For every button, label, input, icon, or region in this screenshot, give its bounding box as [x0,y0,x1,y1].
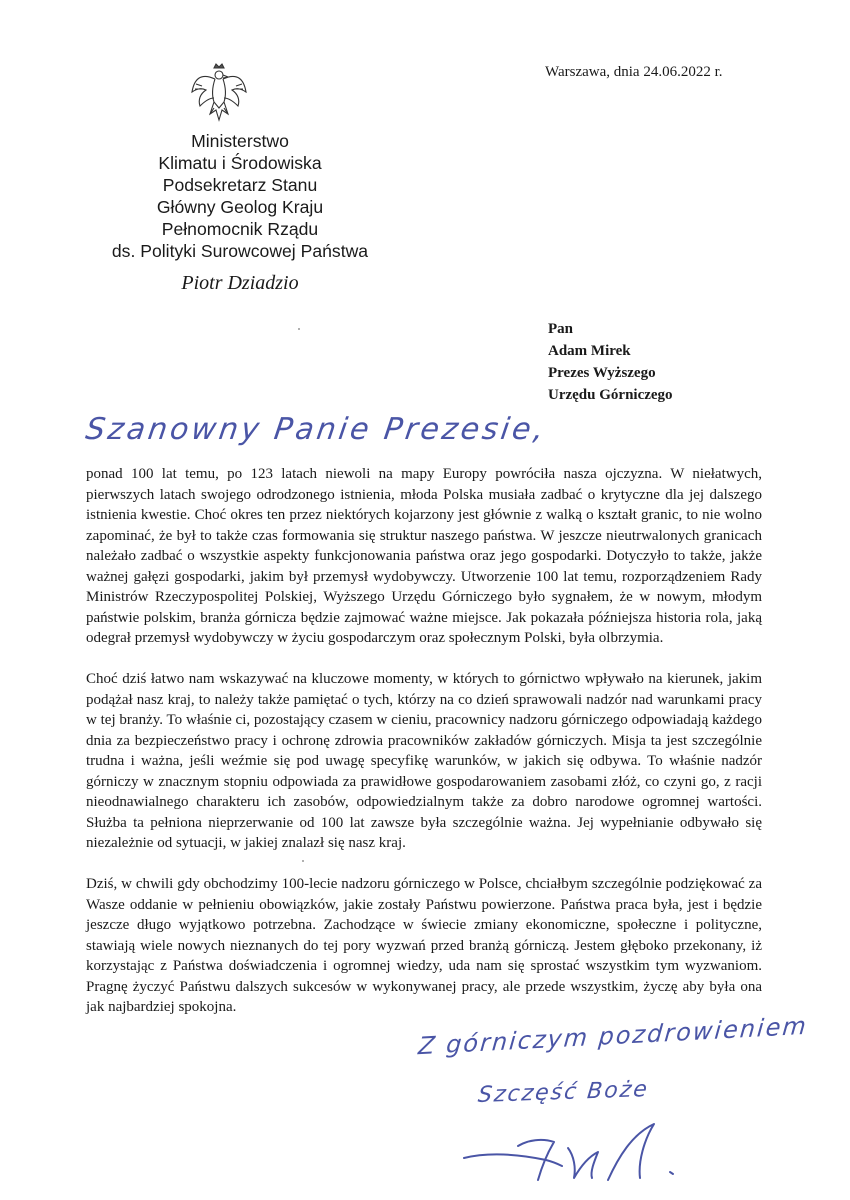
handwritten-closing-greeting: Z górniczym pozdrowieniem [417,1011,810,1061]
ministry-line: ds. Polityki Surowcowej Państwa [111,241,369,261]
handwritten-salutation: Szanowny Panie Prezesie, [83,412,549,447]
addressee-line: Adam Mirek [548,343,631,359]
ministry-line: Główny Geolog Kraju [156,197,324,217]
addressee-line: Prezes Wyższego [548,365,656,381]
ministry-line: Klimatu i Środowiska [158,153,322,173]
date-line: Warszawa, dnia 24.06.2022 r. [545,64,723,80]
body-paragraph: ponad 100 lat temu, po 123 latach niewoli na mapy Europy powróciła nasza ojczyzna. W niełatwych, pierwszych latach swojego odrodzonego istnienia, młoda Polska musiała zadbać o krytyczne dla jej dalszego istnienia kwestie. Choć okres ten przez niektórych kojarzony jest głównie z walką o kształt granic, to nie wolno zapominać, że był to także czas formowania się struktur naszego państwa. W jeszcze nieutrwalonych granicach należało zadbać o wszystkie aspekty funkcjonowania państwa oraz jego gospodarki. Dotyczyło to także, jakże ważnej gałęzi gospodarki, jakim był przemysł wydobywczy. Utworzenie 100 lat temu, rozporządzeniem Rady Ministrów Rzeczypospolitej Polskiej, Wyższego Urzędu Górniczego było sygnałem, że w nowym, młodym państwie polskim, branża górnicza będzie zajmować ważne miejsce. Jak pokazała późniejsza historia rola, jaką odegrał przemysł wydobywczy w życiu gospodarczym oraz społecznym Polski, była olbrzymia. [86,466,762,646]
signer-name: Piotr Dziadzio [181,272,299,294]
addressee-line: Urzędu Górniczego [548,387,673,403]
letter-body [86,464,762,1038]
ministry-line: Ministerstwo [191,131,289,151]
body-paragraph: Dziś, w chwili gdy obchodzimy 100-lecie nadzoru górniczego w Polsce, chciałbym szczególnie podziękować za Wasze oddanie w pełnieniu obowiązków, jakie zostały Państwu powierzone. Państwa praca była, jest i będzie jeszcze długo wyjątkowo potrzebna. Zachodzące w świecie zmiany ekonomiczne, społeczne i polityczne, stawiają wiele nowych nieznanych do tej pory wyzwań przed branżą górniczą. Jestem głęboko przekonany, iż korzystając z Państwa doświadczenia i ogromnej wiedzy, uda nam się sprostać wszystkim tym wyzwaniom. Pragnę życzyć Państwu dalszych sukcesów w wykonywanej pracy, ale przede wszystkim, życzę aby była ona jak najbardziej spokojna. [86,876,762,1015]
polish-eagle-icon [190,62,248,126]
body-paragraph: Choć dziś łatwo nam wskazywać na kluczowe momenty, w których to górnictwo wpływało na kierunek, jakim podążał nasz kraj, to należy także pamiętać o tych, którzy na co dzień sprawowali nadzór nad warunkami pracy w tej branży. To właśnie ci, pozostający czasem w cieniu, pracownicy nadzoru górniczego odpowiadają każdego dnia za bezpieczeństwo pracy i ochronę zdrowia pracowników zakładów górniczych. Misja ta jest szczególnie trudna i ważna, jeśli weźmie się pod uwagę specyfikę warunków, w jakich się odbywa. To właśnie nadzór górniczy w znacznym stopniu odpowiada za prawidłowe gospodarowaniem zasobami złóż, co czyni go, z racji nieodnawialnego charakteru ich zasobów, odpowiedzialnym także za dobro narodowe ogromnej wartości. Służba ta pełniona nieprzerwanie od 100 lat zawsze była szczególnie ważna. Jej wypełnianie odbywało się niezależnie od sytuacji, w jakiej znalazł się nasz kraj. [86,671,762,851]
handwritten-signature [458,1118,688,1188]
ministry-header [60,130,420,262]
scan-speck [298,328,300,330]
addressee-block [548,318,673,406]
ministry-line: Podsekretarz Stanu [162,175,318,195]
ministry-line: Pełnomocnik Rządu [161,219,319,239]
handwritten-closing-blessing: Szczęść Boże [476,1076,651,1109]
addressee-line: Pan [548,321,574,337]
